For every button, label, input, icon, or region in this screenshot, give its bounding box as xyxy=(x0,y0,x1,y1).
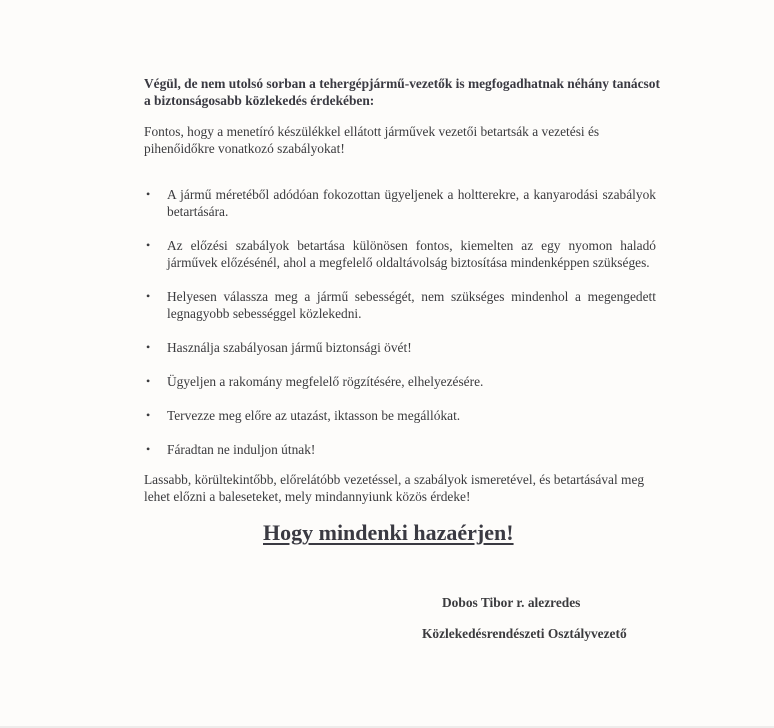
bullet-icon: • xyxy=(146,442,151,456)
slogan-heading: Hogy mindenki hazaérjen! xyxy=(263,520,514,545)
tip-item xyxy=(144,237,656,271)
tip-text: Helyesen válassza meg a jármű sebességét, nem szükséges mindenhol a megengedett legnagyobb sebességgel közlekedni. xyxy=(167,289,656,321)
tip-item xyxy=(144,186,656,220)
signature-name: Dobos Tibor r. alezredes xyxy=(442,595,581,610)
bullet-icon: • xyxy=(146,187,151,201)
bullet-icon: • xyxy=(146,238,151,252)
tips-list xyxy=(144,186,656,475)
bullet-icon: • xyxy=(146,289,151,303)
bullet-icon: • xyxy=(146,374,151,388)
tip-text: Fáradtan ne induljon útnak! xyxy=(167,442,316,457)
bullet-icon: • xyxy=(146,340,151,354)
tip-item xyxy=(144,373,656,390)
tip-text: Tervezze meg előre az utazást, iktasson be megállókat. xyxy=(167,408,461,423)
tip-text: Használja szabályosan jármű biztonsági övét! xyxy=(167,340,412,355)
bullet-icon: • xyxy=(146,408,151,422)
tip-text: A jármű méretéből adódóan fokozottan ügyeljenek a holtterekre, a kanyarodási szabályok betartására. xyxy=(167,187,656,219)
intro-paragraph: Fontos, hogy a menetíró készülékkel ellátott járművek vezetői betartsák a vezetési és pihenőidőkre vonatkozó szabályokat! xyxy=(144,124,600,156)
closing-paragraph: Lassabb, körültekintőbb, előrelátóbb vezetéssel, a szabályok ismeretével, és betartásával meg lehet előzni a baleseteket, mely mindannyiunk közös érdeke! xyxy=(144,472,645,504)
intro-heading: Végül, de nem utolsó sorban a tehergépjármű-vezetők is megfogadhatnak néhány tanácsot a biztonságosabb közlekedés érdekében: xyxy=(144,76,660,108)
tip-item xyxy=(144,288,656,322)
tip-item xyxy=(144,407,656,424)
tip-text: Ügyeljen a rakomány megfelelő rögzítésére, elhelyezésére. xyxy=(167,374,484,389)
tip-item xyxy=(144,339,656,356)
tip-item xyxy=(144,441,656,458)
tip-text: Az előzési szabályok betartása különösen fontos, kiemelten az egy nyomon haladó járművek előzésénél, ahol a megfelelő oldaltávolság biztosítása mindenképpen szükséges. xyxy=(167,238,656,270)
signature-title: Közlekedésrendészeti Osztályvezető xyxy=(422,626,627,641)
